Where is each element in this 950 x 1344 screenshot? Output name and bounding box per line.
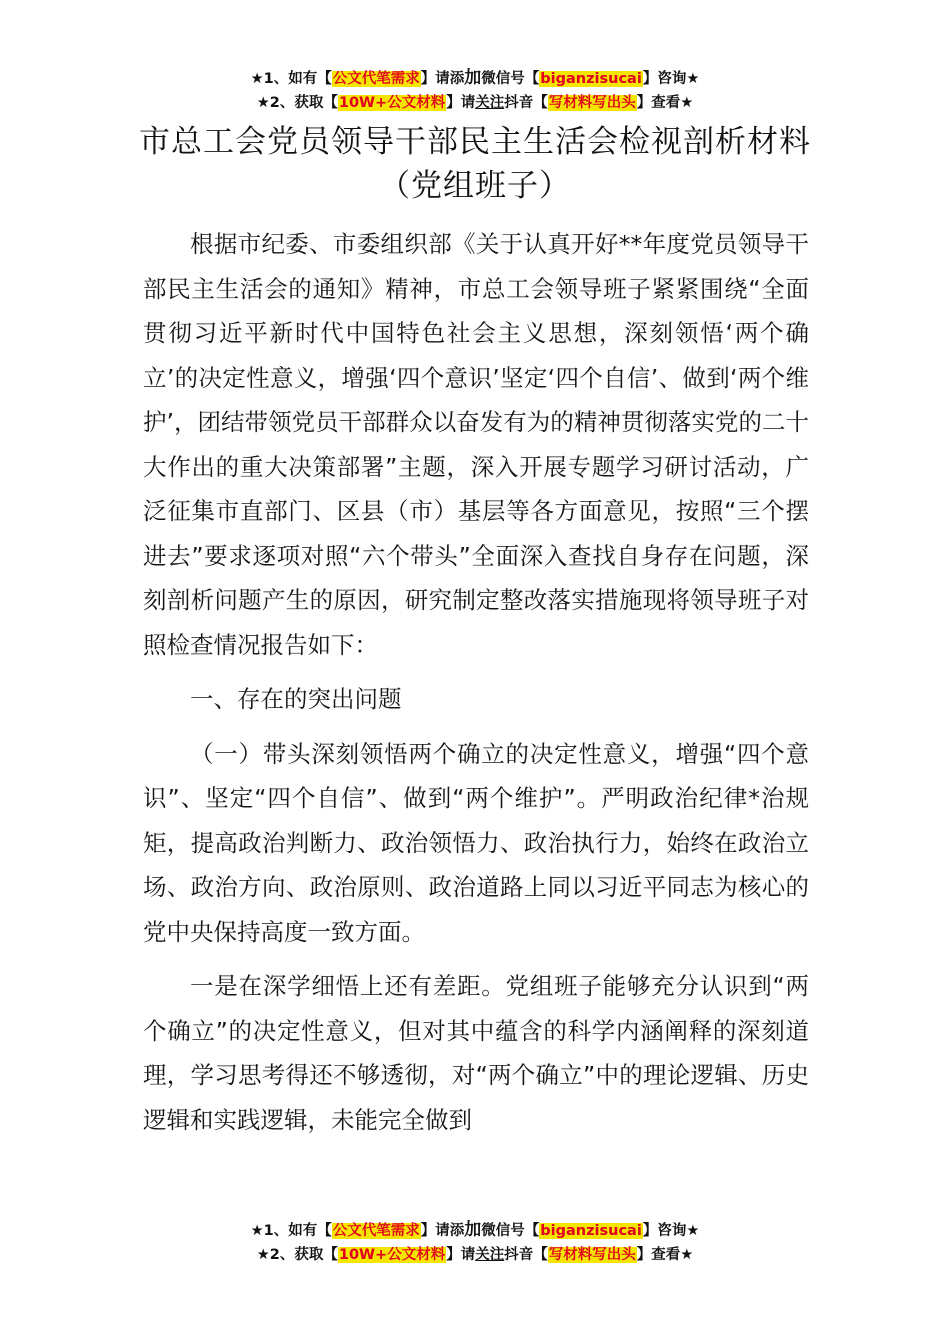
highlight-douyin: 写材料写出头 [548, 1247, 636, 1263]
promo-line-2-bottom: ★2、获取【10W+公文材料】请关注抖音【写材料写出头】查看★ [256, 1247, 694, 1263]
document-title: 市总工会党员领导干部民主生活会检视剖析材料（党组班子） [139, 124, 811, 204]
highlight-ghostwriting: 公文代笔需求 [332, 1223, 420, 1239]
highlight-douyin: 写材料写出头 [548, 95, 636, 111]
paragraph-intro: 根据市纪委、市委组织部《关于认真开好**年度党员领导干部民主生活会的通知》精神，市总工会领导班子紧紧围绕“全面贯彻习近平新时代中国特色社会主义思想，深刻领悟‘两个确立’的决定性意义，增强‘四个意识’坚定‘四个自信’、做到‘两个维护’，团结带领党员干部群众以奋发有为的精神贯彻落实党的二十大作出的重大决策部署”主题，深入开展专题学习研讨活动，广泛征集市直部门、区县（市）基层等各方面意见，按照“三个摆进去”要求逐项对照“六个带头”全面深入查找自身存在问题，深刻剖析问题产生的原因，研究制定整改落实措施现将领导班子对照检查情况报告如下： [143, 230, 809, 659]
section-heading-1: 一、存在的突出问题 [190, 685, 402, 713]
promo-line-1-bottom: ★1、如有【公文代笔需求】请添加微信号【biganzisucai】咨询★ [250, 1220, 700, 1240]
highlight-materials: 10W+公文材料 [338, 1247, 446, 1263]
subsection-heading-1: （一）带头深刻领悟两个确立的决定性意义，增强“四个意识”、坚定“四个自信”、做到“两个维护”。严明政治纪律*治规矩，提高政治判断力、政治领悟力、政治执行力，始终在政治立场、政治方向、政治原则、政治道路上同以习近平同志为核心的党中央保持高度一致方面。 [143, 739, 809, 946]
promo-banner-bottom [0, 1218, 950, 1267]
highlight-wechat-id: biganzisucai [540, 71, 642, 87]
highlight-materials: 10W+公文材料 [338, 95, 446, 111]
promo-banner-top [0, 66, 950, 115]
document-body [143, 222, 809, 1152]
promo-line-2: ★2、获取【10W+公文材料】请关注抖音【写材料写出头】查看★ [256, 95, 694, 111]
highlight-wechat-id: biganzisucai [540, 1223, 642, 1239]
highlight-ghostwriting: 公文代笔需求 [332, 71, 420, 87]
paragraph-point-1: 一是在深学细悟上还有差距。党组班子能够充分认识到“两个确立”的决定性意义，但对其中蕴含的科学内涵阐释的深刻道理，学习思考得还不够透彻，对“两个确立”中的理论逻辑、历史逻辑和实践逻辑，未能完全做到 [143, 972, 809, 1134]
promo-line-1: ★1、如有【公文代笔需求】请添加微信号【biganzisucai】咨询★ [250, 68, 700, 88]
